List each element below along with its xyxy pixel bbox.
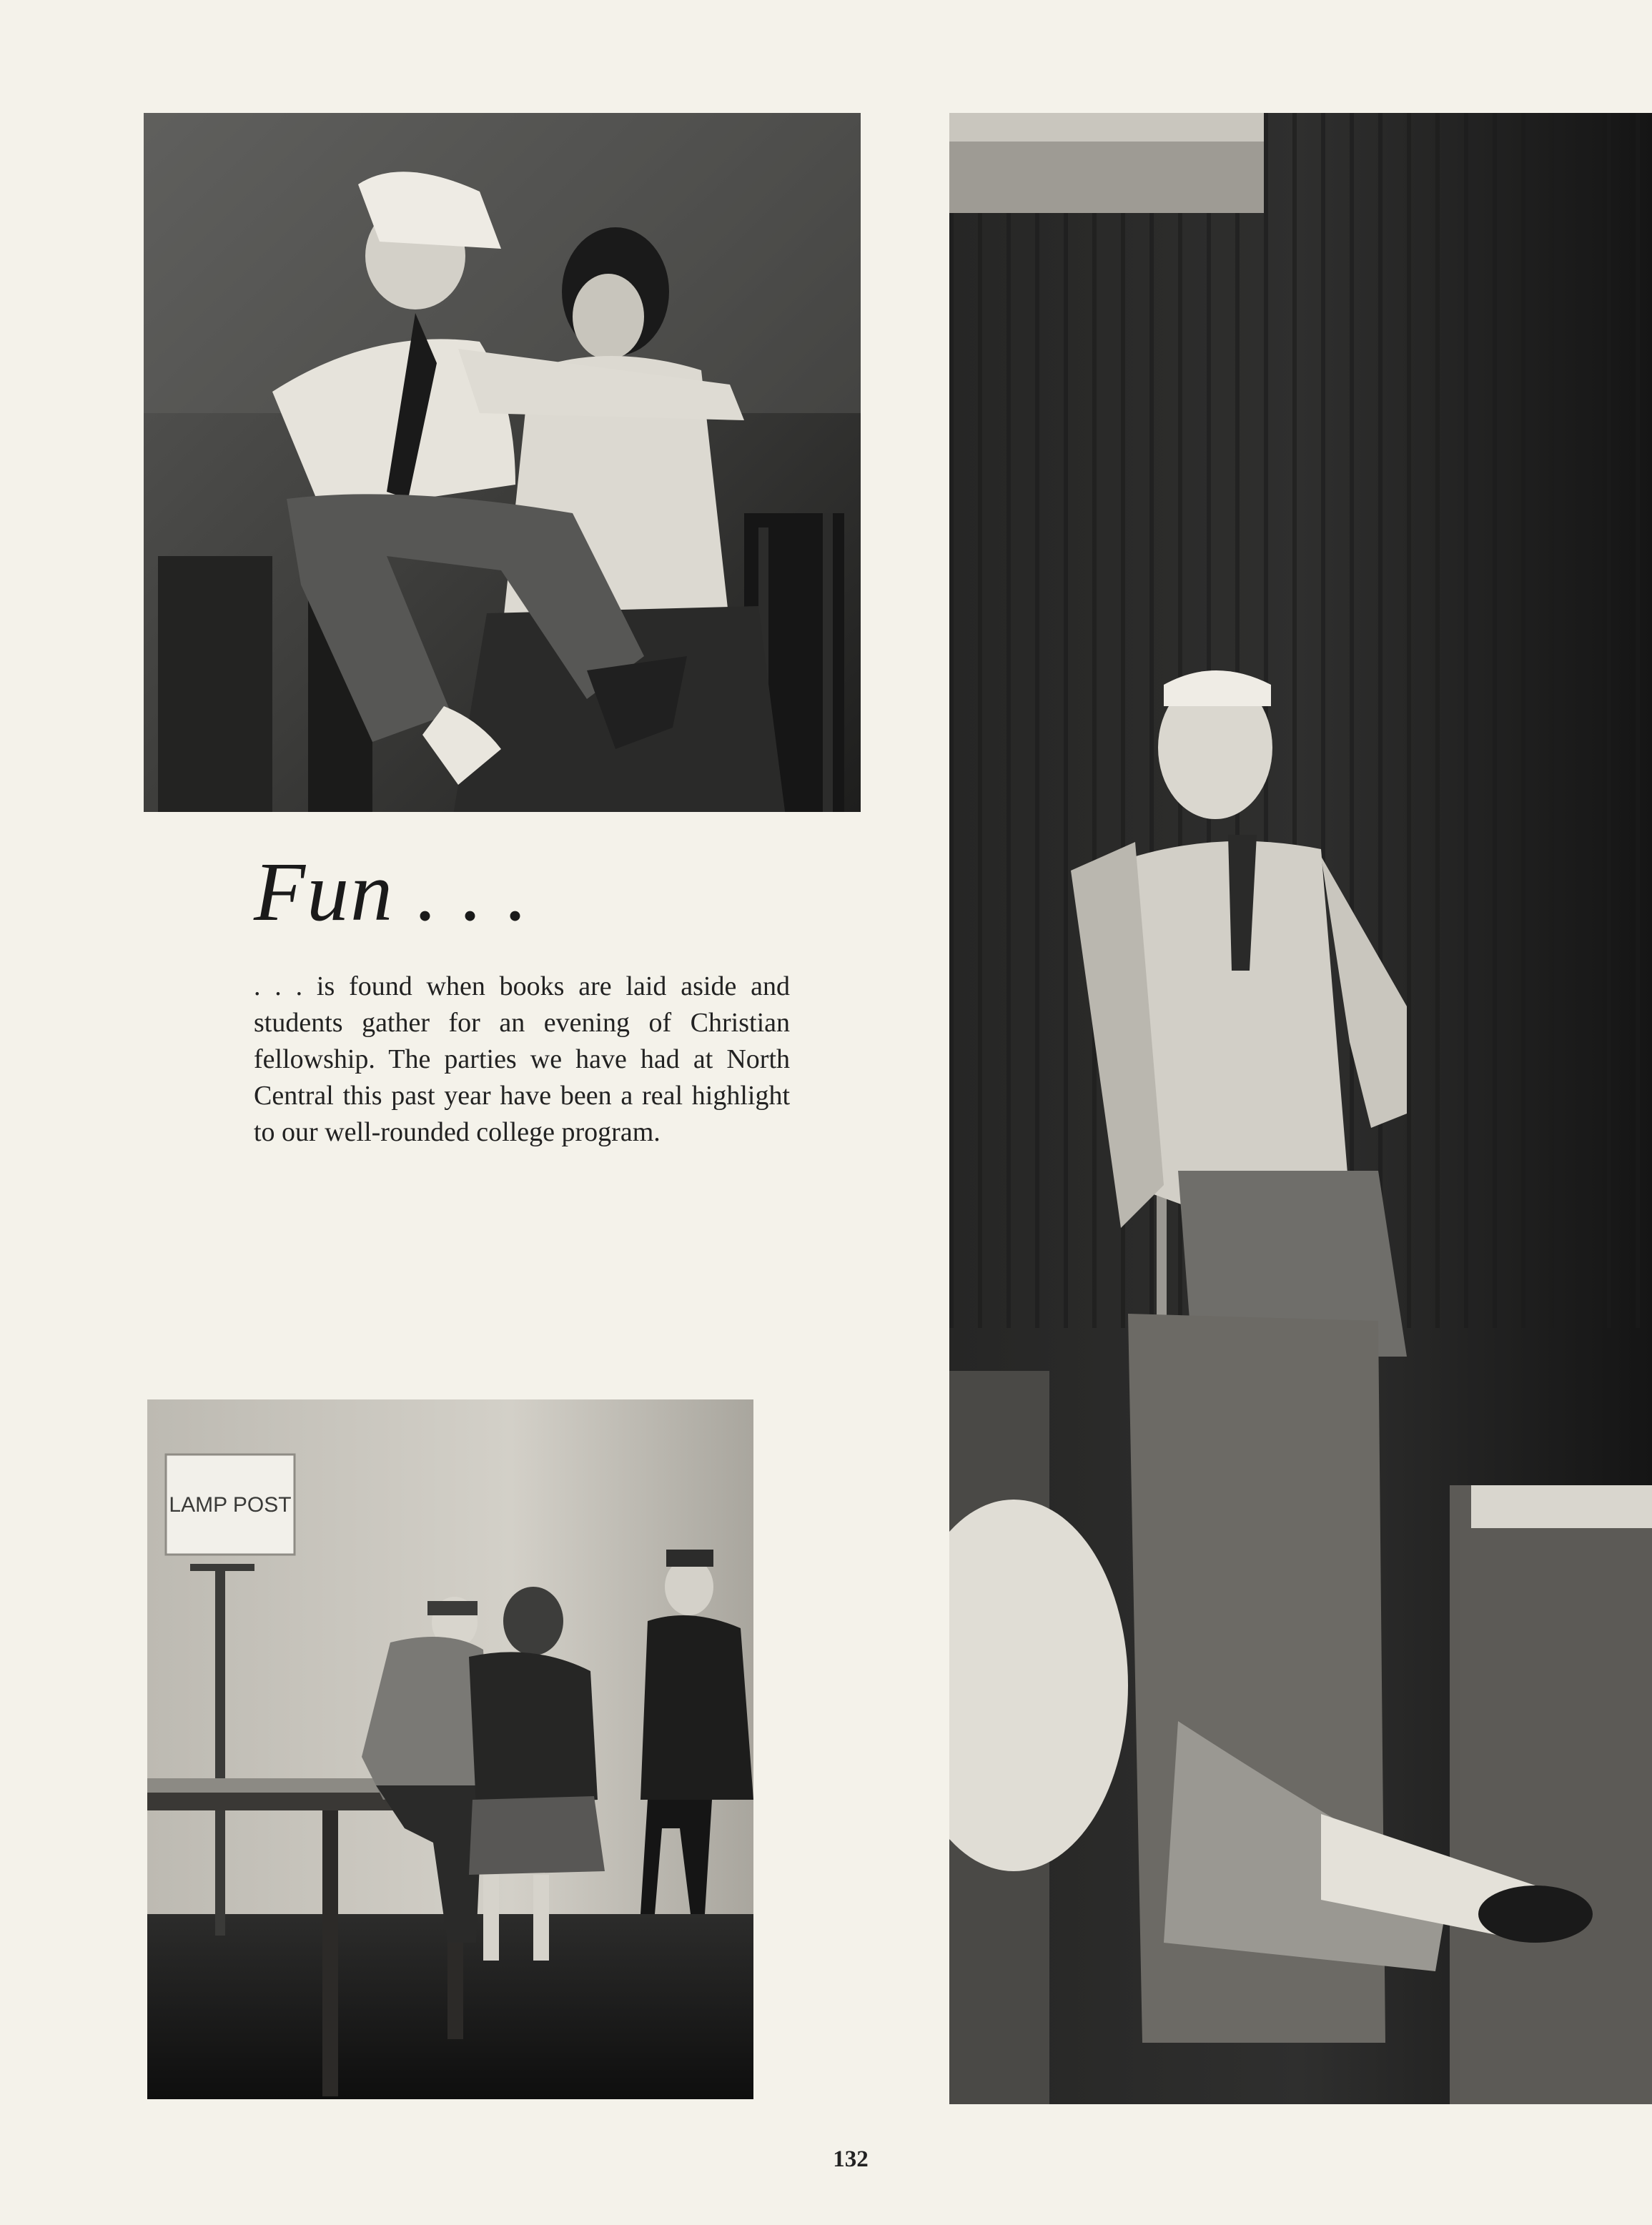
- photo-student-at-microphone: [949, 113, 1652, 2104]
- lamp-post-sign-text: LAMP POST: [169, 1493, 292, 1517]
- photo-student-at-microphone-image: [949, 113, 1652, 2104]
- body-paragraph: . . . is found when books are laid aside and students gather for an evening of Christian fellowship. The parties we have had at North Central this past year have been a real highlight to our well-rounded college program.: [254, 971, 790, 1147]
- photo-lamp-post-party-image: [147, 1399, 753, 2099]
- photo-leaping-student: [144, 113, 861, 812]
- photo-lamp-post-party: [147, 1399, 753, 2099]
- photo-leaping-student-image: [144, 113, 861, 812]
- page-number: 132: [833, 2146, 869, 2172]
- page-title: Fun . . .: [254, 845, 530, 938]
